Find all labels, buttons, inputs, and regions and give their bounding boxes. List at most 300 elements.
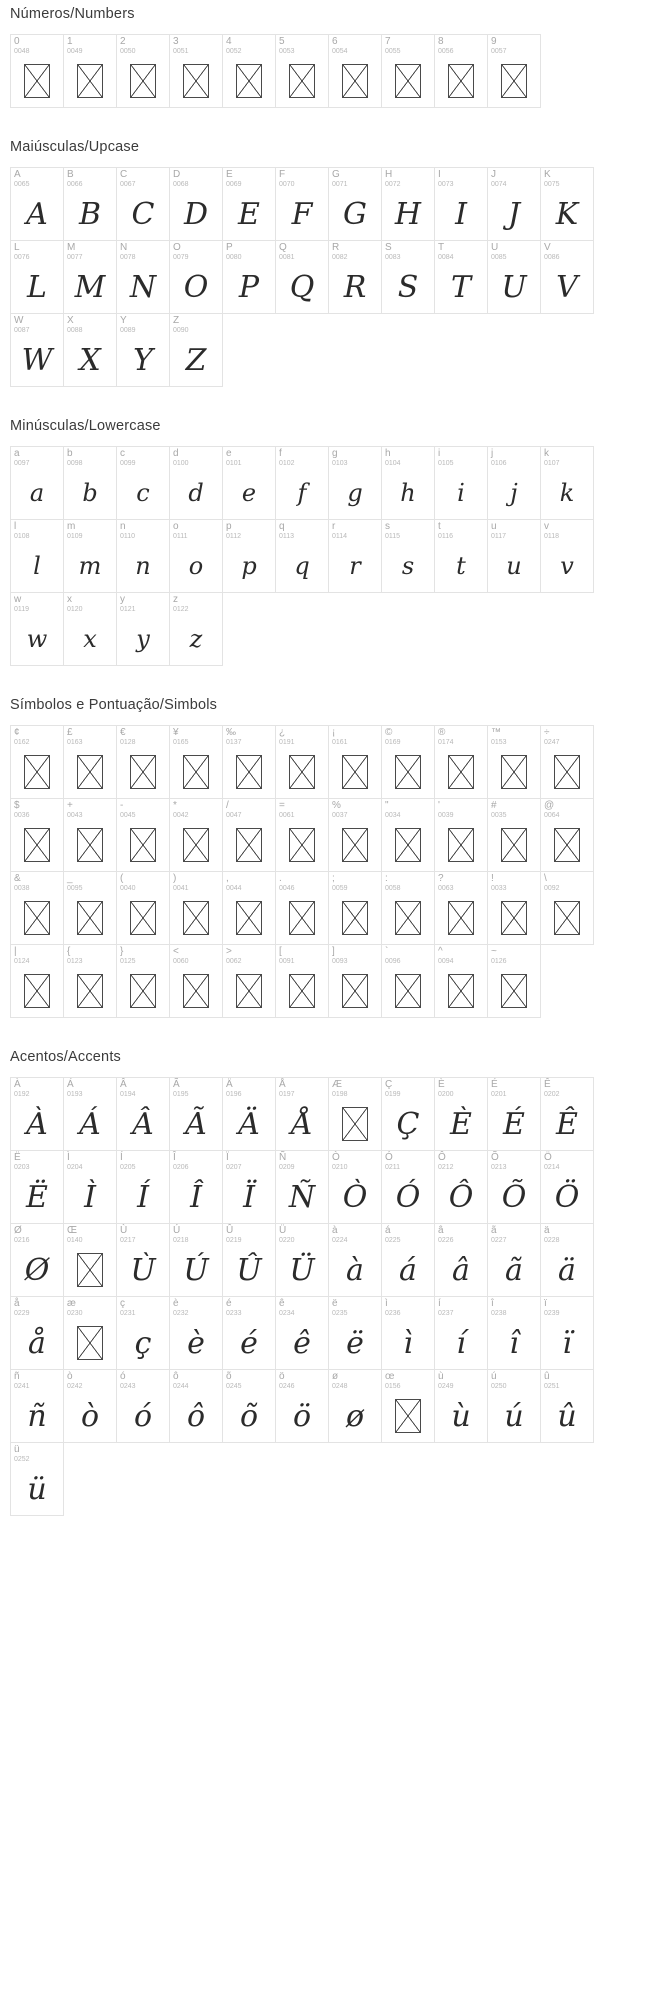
glyph-cell[interactable] — [487, 798, 541, 872]
glyph-preview: Ø — [24, 1252, 50, 1288]
glyph-meta — [223, 447, 275, 467]
glyph-cell[interactable] — [169, 798, 223, 872]
glyph-preview: V — [556, 269, 578, 305]
glyph-meta — [382, 1151, 434, 1171]
glyph-preview: k — [559, 479, 575, 507]
notdef-box-icon — [395, 901, 421, 935]
glyph-preview: Â — [132, 1106, 154, 1142]
glyph-cell[interactable] — [116, 240, 170, 314]
glyph-cell[interactable] — [169, 1223, 223, 1297]
glyph-cell[interactable] — [116, 798, 170, 872]
glyph-cell[interactable] — [116, 944, 170, 1018]
glyph-code-label: 0234 — [279, 1310, 295, 1317]
glyph-char-label: Ë — [14, 1152, 21, 1163]
glyph-cell[interactable] — [328, 446, 382, 520]
glyph-meta — [276, 872, 328, 892]
glyph-char-label: l — [14, 521, 17, 532]
glyph-meta — [329, 1370, 381, 1390]
glyph-cell[interactable] — [434, 1369, 488, 1443]
glyph-cell[interactable] — [434, 34, 488, 108]
glyph-cell[interactable] — [222, 1369, 276, 1443]
notdef-box-icon — [289, 901, 315, 935]
glyph-cell[interactable] — [540, 1150, 594, 1224]
glyph-cell[interactable] — [328, 240, 382, 314]
glyph-code-label: 0077 — [67, 254, 83, 261]
glyph-cell[interactable] — [169, 1369, 223, 1443]
glyph-cell[interactable] — [487, 1369, 541, 1443]
glyph-cell[interactable] — [10, 944, 64, 1018]
glyph-meta — [11, 1151, 63, 1171]
glyph-cell[interactable] — [381, 1296, 435, 1370]
glyph-cell[interactable] — [487, 1223, 541, 1297]
glyph-char-label: t — [438, 521, 441, 532]
glyph-cell[interactable] — [328, 519, 382, 593]
glyph-cell[interactable] — [381, 167, 435, 241]
glyph-code-label: 0205 — [120, 1164, 136, 1171]
missing-glyph-icon — [170, 965, 222, 1017]
glyph-cell[interactable] — [169, 1296, 223, 1370]
glyph-meta — [541, 1297, 593, 1317]
glyph-cell[interactable] — [169, 944, 223, 1018]
glyph-cell[interactable] — [487, 725, 541, 799]
glyph-preview: L — [27, 269, 47, 305]
glyph-cell[interactable] — [63, 944, 117, 1018]
glyph-cell[interactable] — [381, 240, 435, 314]
glyph-char-label: # — [491, 800, 497, 811]
glyph-cell[interactable] — [10, 1077, 64, 1151]
glyph-cell[interactable] — [381, 1369, 435, 1443]
glyph-char-label: Ù — [120, 1225, 128, 1236]
glyph-cell[interactable] — [487, 871, 541, 945]
glyph-cell[interactable] — [63, 1223, 117, 1297]
section-title: Acentos/Accents — [10, 1049, 121, 1065]
glyph-cell[interactable] — [222, 1077, 276, 1151]
notdef-box-icon — [236, 64, 262, 98]
glyph-cell[interactable] — [222, 944, 276, 1018]
glyph-cell[interactable] — [222, 240, 276, 314]
glyph-preview: q — [294, 552, 310, 580]
glyph-code-label: 0096 — [385, 958, 401, 965]
glyph-cell[interactable] — [10, 313, 64, 387]
glyph-cell[interactable] — [434, 1150, 488, 1224]
glyph-meta — [64, 1370, 116, 1390]
glyph-cell[interactable] — [169, 34, 223, 108]
glyph-cell[interactable] — [487, 1296, 541, 1370]
glyph-preview: S — [397, 269, 419, 305]
glyph-char-label: a — [14, 448, 20, 459]
glyph-cell[interactable] — [116, 1223, 170, 1297]
glyph-code-label: 0121 — [120, 606, 136, 613]
glyph-code-label: 0196 — [226, 1091, 242, 1098]
glyph-cell[interactable] — [487, 1077, 541, 1151]
glyph-cell[interactable] — [328, 1150, 382, 1224]
glyph-preview: Í — [137, 1179, 149, 1215]
glyph-cell[interactable] — [381, 871, 435, 945]
glyph-char-label: R — [332, 242, 340, 253]
glyph-cell[interactable] — [540, 1369, 594, 1443]
glyph-meta — [64, 945, 116, 965]
glyph-char-label: D — [173, 169, 181, 180]
glyph-cell[interactable] — [275, 1296, 329, 1370]
glyph-meta — [11, 945, 63, 965]
glyph-cell[interactable] — [328, 34, 382, 108]
glyph-code-label: 0216 — [14, 1237, 30, 1244]
glyph-cell[interactable] — [434, 944, 488, 1018]
glyph-meta — [11, 1078, 63, 1098]
glyph-cell[interactable] — [540, 240, 594, 314]
glyph-meta — [170, 726, 222, 746]
glyph-cell[interactable] — [63, 519, 117, 593]
glyph-cell[interactable] — [169, 725, 223, 799]
glyph-cell[interactable] — [540, 798, 594, 872]
glyph-cell[interactable] — [116, 446, 170, 520]
glyph-cell[interactable] — [169, 1150, 223, 1224]
glyph-preview: Q — [289, 269, 315, 305]
glyph-cell[interactable] — [10, 240, 64, 314]
glyph-meta — [541, 168, 593, 188]
glyph-cell[interactable] — [328, 725, 382, 799]
glyph-cell[interactable] — [116, 1369, 170, 1443]
glyph-cell[interactable] — [10, 1442, 64, 1516]
glyph-code-label: 0231 — [120, 1310, 136, 1317]
glyph-code-label: 0067 — [120, 181, 136, 188]
glyph-meta — [11, 447, 63, 467]
missing-glyph-icon — [117, 965, 169, 1017]
notdef-box-icon — [130, 64, 156, 98]
glyph-cell[interactable] — [169, 240, 223, 314]
glyph-code-label: 0156 — [385, 1383, 401, 1390]
glyph-cell[interactable] — [434, 167, 488, 241]
glyph-meta — [64, 1078, 116, 1098]
glyph-cell[interactable] — [116, 519, 170, 593]
glyph-cell[interactable] — [434, 871, 488, 945]
glyph-cell[interactable] — [116, 592, 170, 666]
glyph-code-label: 0219 — [226, 1237, 242, 1244]
glyph-cell[interactable] — [328, 944, 382, 1018]
glyph-cell[interactable] — [328, 1369, 382, 1443]
glyph-cell[interactable] — [222, 725, 276, 799]
glyph-cell[interactable] — [63, 34, 117, 108]
glyph-preview: F — [291, 196, 313, 232]
glyph-cell[interactable] — [275, 240, 329, 314]
glyph-preview: î — [509, 1325, 519, 1361]
glyph-preview: Î — [190, 1179, 202, 1215]
glyph-cell[interactable] — [275, 34, 329, 108]
missing-glyph-icon — [435, 965, 487, 1017]
notdef-box-icon — [342, 755, 368, 789]
glyph-cell[interactable] — [169, 592, 223, 666]
glyph-cell[interactable] — [275, 871, 329, 945]
glyph-cell[interactable] — [381, 944, 435, 1018]
glyph-char-label: ) — [173, 873, 177, 884]
glyph-cell[interactable] — [434, 798, 488, 872]
missing-glyph-icon — [117, 819, 169, 871]
glyph-cell[interactable] — [116, 313, 170, 387]
glyph-char-label: & — [14, 873, 21, 884]
glyph-preview: J — [507, 196, 521, 232]
missing-glyph-icon — [329, 819, 381, 871]
glyph-meta — [541, 447, 593, 467]
glyph-cell[interactable] — [169, 871, 223, 945]
glyph-cell[interactable] — [434, 1296, 488, 1370]
glyph-code-label: 0051 — [173, 48, 189, 55]
glyph-cell[interactable] — [434, 446, 488, 520]
glyph-cell[interactable] — [540, 1223, 594, 1297]
glyph-cell[interactable] — [487, 34, 541, 108]
glyph-cell[interactable] — [169, 313, 223, 387]
glyph-cell[interactable] — [116, 167, 170, 241]
glyph-code-label: 0075 — [544, 181, 560, 188]
glyph-char-label: J — [491, 169, 496, 180]
glyph-code-label: 0107 — [544, 460, 560, 467]
glyph-preview: I — [455, 196, 467, 232]
glyph-cell[interactable] — [434, 240, 488, 314]
glyph-cell[interactable] — [487, 519, 541, 593]
glyph-cell[interactable] — [540, 519, 594, 593]
glyph-meta — [435, 447, 487, 467]
glyph-cell[interactable] — [10, 34, 64, 108]
glyph-cell[interactable] — [540, 725, 594, 799]
glyph-meta — [170, 241, 222, 261]
glyph-meta — [435, 726, 487, 746]
glyph-cell[interactable] — [10, 1369, 64, 1443]
glyph-cell[interactable] — [487, 240, 541, 314]
glyph-cell[interactable] — [381, 725, 435, 799]
glyph-cell[interactable] — [381, 519, 435, 593]
glyph-cell[interactable] — [328, 871, 382, 945]
glyph-cell[interactable] — [434, 725, 488, 799]
glyph-cell[interactable] — [10, 592, 64, 666]
glyph-preview: à — [346, 1252, 364, 1288]
glyph-cell[interactable] — [10, 1296, 64, 1370]
glyph-char-label: ú — [491, 1371, 497, 1382]
glyph-preview: z — [189, 625, 203, 653]
glyph-char-label: Ã — [173, 1079, 180, 1090]
notdef-box-icon — [289, 755, 315, 789]
glyph-cell[interactable] — [275, 1369, 329, 1443]
glyph-cell[interactable] — [381, 446, 435, 520]
glyph-cell[interactable] — [540, 167, 594, 241]
glyph-char-label: Ø — [14, 1225, 22, 1236]
glyph-char-label: ( — [120, 873, 124, 884]
glyph-code-label: 0247 — [544, 739, 560, 746]
glyph-meta — [435, 520, 487, 540]
glyph-cell[interactable] — [169, 1077, 223, 1151]
glyph-meta — [382, 726, 434, 746]
glyph-cell[interactable] — [222, 519, 276, 593]
glyph-cell[interactable] — [10, 871, 64, 945]
glyph-preview: W — [21, 342, 53, 378]
missing-glyph-icon — [435, 55, 487, 107]
glyph-cell[interactable] — [222, 1150, 276, 1224]
glyph-cell[interactable] — [540, 1296, 594, 1370]
notdef-box-icon — [77, 828, 103, 862]
glyph-code-label: 0070 — [279, 181, 295, 188]
glyph-cell[interactable] — [328, 1296, 382, 1370]
glyph-cell[interactable] — [116, 34, 170, 108]
glyph-code-label: 0052 — [226, 48, 242, 55]
glyph-cell[interactable] — [63, 1077, 117, 1151]
glyph-meta — [223, 945, 275, 965]
glyph-preview: ç — [134, 1325, 152, 1361]
glyph-code-label: 0217 — [120, 1237, 136, 1244]
glyph-cell[interactable] — [169, 167, 223, 241]
glyph-code-label: 0214 — [544, 1164, 560, 1171]
glyph-char-label: ~ — [491, 946, 497, 957]
glyph-cell[interactable] — [487, 446, 541, 520]
glyph-cell[interactable] — [63, 798, 117, 872]
glyph-cell[interactable] — [222, 1223, 276, 1297]
glyph-cell[interactable] — [381, 798, 435, 872]
glyph-meta — [64, 1224, 116, 1244]
glyph-cell[interactable] — [10, 1223, 64, 1297]
glyph-cell[interactable] — [275, 798, 329, 872]
glyph-char-label: é — [226, 1298, 232, 1309]
glyph-code-label: 0241 — [14, 1383, 30, 1390]
glyph-cell[interactable] — [10, 798, 64, 872]
missing-glyph-icon — [435, 892, 487, 944]
glyph-meta — [223, 168, 275, 188]
glyph-char-label: E — [226, 169, 233, 180]
glyph-code-label: 0163 — [67, 739, 83, 746]
glyph-meta — [223, 1151, 275, 1171]
glyph-code-label: 0249 — [438, 1383, 454, 1390]
missing-glyph-icon — [488, 55, 540, 107]
glyph-cell[interactable] — [63, 1150, 117, 1224]
glyph-cell[interactable] — [116, 871, 170, 945]
glyph-cell[interactable] — [222, 798, 276, 872]
glyph-char-label: ì — [385, 1298, 388, 1309]
glyph-cell[interactable] — [275, 1150, 329, 1224]
glyph-cell[interactable] — [116, 1296, 170, 1370]
glyph-char-label: u — [491, 521, 497, 532]
glyph-cell[interactable] — [540, 871, 594, 945]
glyph-preview: Ô — [448, 1179, 474, 1215]
glyph-cell[interactable] — [434, 1077, 488, 1151]
glyph-cell[interactable] — [10, 1150, 64, 1224]
notdef-box-icon — [501, 974, 527, 1008]
glyph-cell[interactable] — [63, 240, 117, 314]
glyph-cell[interactable] — [275, 167, 329, 241]
glyph-cell[interactable] — [63, 592, 117, 666]
notdef-box-icon — [501, 64, 527, 98]
missing-glyph-icon — [329, 892, 381, 944]
notdef-box-icon — [448, 755, 474, 789]
missing-glyph-icon — [223, 819, 275, 871]
glyph-cell[interactable] — [10, 167, 64, 241]
glyph-cell[interactable] — [63, 725, 117, 799]
glyph-cell[interactable] — [328, 167, 382, 241]
glyph-cell[interactable] — [381, 34, 435, 108]
glyph-cell[interactable] — [275, 519, 329, 593]
glyph-cell[interactable] — [63, 313, 117, 387]
glyph-char-label: Q — [279, 242, 287, 253]
glyph-cell[interactable] — [487, 1150, 541, 1224]
glyph-char-label: ó — [120, 1371, 126, 1382]
glyph-code-label: 0119 — [14, 606, 30, 613]
glyph-preview: è — [187, 1325, 205, 1361]
glyph-code-label: 0101 — [226, 460, 242, 467]
glyph-cell[interactable] — [381, 1150, 435, 1224]
glyph-cell[interactable] — [434, 1223, 488, 1297]
glyph-meta — [11, 593, 63, 613]
missing-glyph-icon — [382, 55, 434, 107]
glyph-cell[interactable] — [275, 446, 329, 520]
glyph-code-label: 0105 — [438, 460, 454, 467]
glyph-cell[interactable] — [169, 446, 223, 520]
glyph-cell[interactable] — [116, 1077, 170, 1151]
glyph-cell[interactable] — [487, 167, 541, 241]
missing-glyph-icon — [64, 965, 116, 1017]
glyph-code-label: 0117 — [491, 533, 507, 540]
glyph-cell[interactable] — [63, 167, 117, 241]
glyph-cell[interactable] — [328, 798, 382, 872]
glyph-cell[interactable] — [540, 446, 594, 520]
glyph-meta — [117, 1224, 169, 1244]
glyph-cell[interactable] — [222, 871, 276, 945]
notdef-box-icon — [395, 1399, 421, 1433]
glyph-cell[interactable] — [10, 519, 64, 593]
glyph-char-label: m — [67, 521, 76, 532]
glyph-cell[interactable] — [169, 519, 223, 593]
glyph-preview: g — [347, 479, 363, 507]
glyph-cell[interactable] — [275, 725, 329, 799]
glyph-preview: O — [183, 269, 209, 305]
glyph-cell[interactable] — [63, 1369, 117, 1443]
glyph-cell[interactable] — [10, 446, 64, 520]
glyph-cell[interactable] — [275, 944, 329, 1018]
glyph-code-label: 0238 — [491, 1310, 507, 1317]
glyph-cell[interactable] — [63, 1296, 117, 1370]
glyph-cell[interactable] — [275, 1223, 329, 1297]
glyph-cell[interactable] — [434, 519, 488, 593]
glyph-cell[interactable] — [381, 1077, 435, 1151]
glyph-preview: ú — [504, 1398, 524, 1434]
glyph-code-label: 0071 — [332, 181, 348, 188]
glyph-cell[interactable] — [328, 1077, 382, 1151]
glyph-cell[interactable] — [222, 446, 276, 520]
notdef-box-icon — [395, 64, 421, 98]
glyph-meta — [488, 447, 540, 467]
glyph-cell[interactable] — [222, 34, 276, 108]
glyph-cell[interactable] — [116, 1150, 170, 1224]
glyph-cell[interactable] — [116, 725, 170, 799]
glyph-cell[interactable] — [10, 725, 64, 799]
glyph-preview: é — [240, 1325, 258, 1361]
glyph-cell[interactable] — [63, 446, 117, 520]
glyph-cell[interactable] — [63, 871, 117, 945]
glyph-char-label: * — [173, 800, 177, 811]
glyph-meta — [117, 314, 169, 334]
glyph-cell[interactable] — [222, 167, 276, 241]
glyph-code-label: 0037 — [332, 812, 348, 819]
glyph-cell[interactable] — [328, 1223, 382, 1297]
glyph-meta — [11, 241, 63, 261]
glyph-cell[interactable] — [275, 1077, 329, 1151]
glyph-cell[interactable] — [381, 1223, 435, 1297]
glyph-char-label: q — [279, 521, 285, 532]
glyph-meta — [329, 447, 381, 467]
glyph-meta — [435, 168, 487, 188]
glyph-cell[interactable] — [222, 1296, 276, 1370]
glyph-meta — [382, 872, 434, 892]
glyph-meta — [435, 1151, 487, 1171]
glyph-cell[interactable] — [487, 944, 541, 1018]
glyph-code-label: 0042 — [173, 812, 189, 819]
missing-glyph-icon — [64, 55, 116, 107]
glyph-cell[interactable] — [540, 1077, 594, 1151]
glyph-char-label: L — [14, 242, 20, 253]
